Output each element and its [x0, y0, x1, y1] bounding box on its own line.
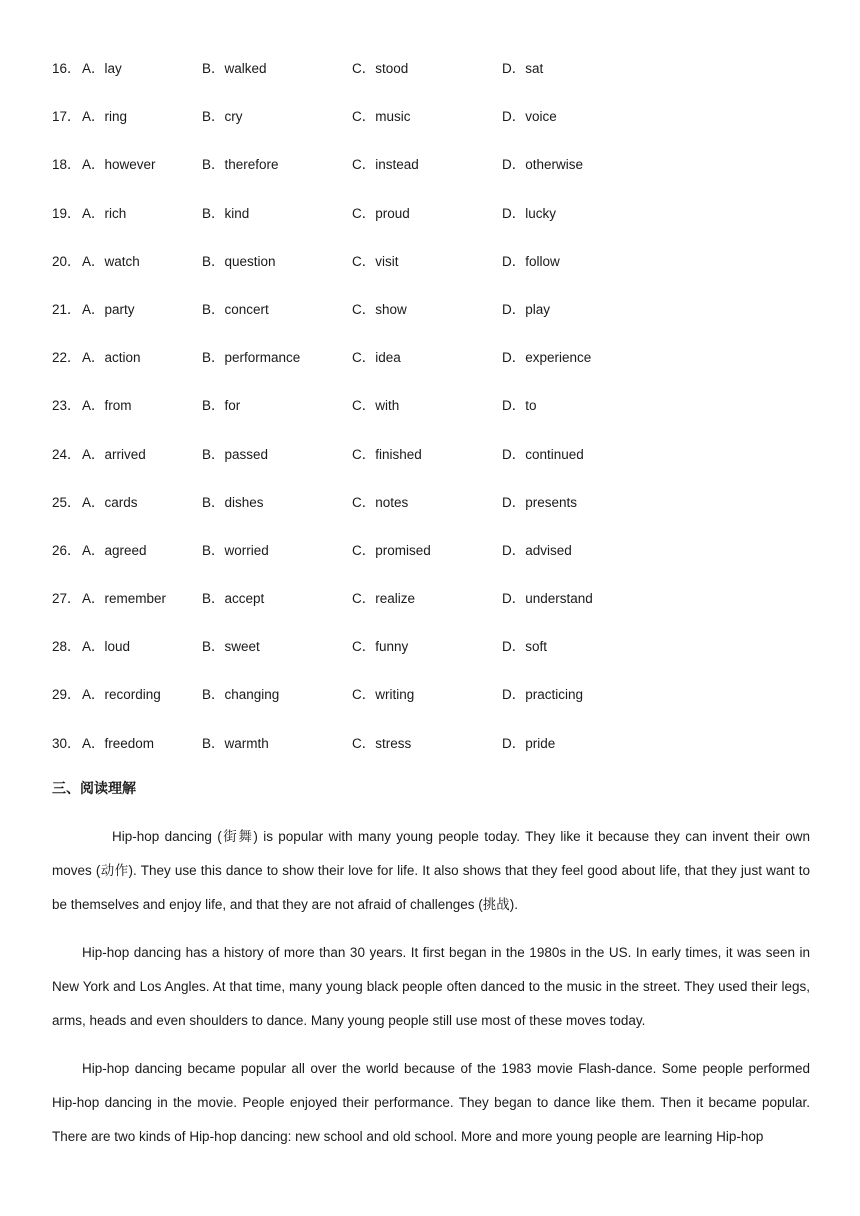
- question-number: 17．: [52, 109, 81, 125]
- option-d: D．voice: [502, 109, 557, 125]
- option-b: B．dishes: [202, 494, 264, 510]
- option-c: C．show: [352, 301, 407, 317]
- question-row: [52, 57, 812, 105]
- option-c: C．funny: [352, 639, 409, 655]
- option-b: B．cry: [202, 109, 243, 125]
- option-c: C．stress: [352, 735, 412, 751]
- option-b: B．sweet: [202, 639, 260, 655]
- option-b: B．concert: [202, 301, 269, 317]
- option-b: B．question: [202, 253, 276, 269]
- question-row: [52, 250, 812, 298]
- question-row: [52, 153, 812, 201]
- option-d: D．understand: [502, 591, 593, 607]
- option-c: C．finished: [352, 446, 422, 462]
- option-a: A．lay: [82, 61, 122, 76]
- option-d: D．sat: [502, 61, 544, 76]
- question-number: 20．: [52, 253, 81, 269]
- question-row: [52, 346, 812, 394]
- option-a: A．party: [82, 301, 135, 317]
- option-c: C．proud: [352, 205, 410, 221]
- option-b: B．walked: [202, 61, 267, 76]
- question-number: 18．: [52, 157, 81, 173]
- option-a: A．watch: [82, 253, 140, 269]
- option-a: A．ring: [82, 109, 128, 125]
- option-d: D．play: [502, 301, 551, 317]
- question-number: 16．: [52, 61, 81, 76]
- option-c: C．writing: [352, 687, 415, 703]
- question-number: 19．: [52, 205, 81, 221]
- option-d: D．pride: [502, 735, 556, 751]
- option-a: A．cards: [82, 494, 138, 510]
- passage-paragraph: Hip-hop dancing became popular all over the world because of the 1983 movie Flash-dance. Some people performed Hip-hop dancing in the movie. People enjoyed their performance. They began to dance like them. Then it became popular. There are two kinds of Hip-hop dancing: new school and old school. More and more young people are learning Hip-hop: [52, 1061, 810, 1144]
- question-row: [52, 635, 812, 683]
- reading-passage: [52, 820, 810, 1168]
- option-d: D．follow: [502, 253, 560, 269]
- question-number: 26．: [52, 542, 81, 558]
- option-b: B．changing: [202, 687, 280, 703]
- question-row: [52, 443, 812, 491]
- question-row: [52, 298, 812, 346]
- option-c: C．visit: [352, 253, 399, 269]
- cloze-options-list: [52, 57, 812, 780]
- question-number: 23．: [52, 398, 81, 414]
- option-d: D．to: [502, 398, 537, 414]
- question-row: [52, 491, 812, 539]
- option-a: A．remember: [82, 591, 167, 607]
- option-d: D．advised: [502, 542, 572, 558]
- option-d: D．otherwise: [502, 157, 584, 173]
- option-a: A．loud: [82, 639, 131, 655]
- option-c: C．notes: [352, 494, 409, 510]
- option-b: B．kind: [202, 205, 250, 221]
- question-number: 25．: [52, 494, 81, 510]
- option-b: B．for: [202, 398, 241, 414]
- option-c: C．promised: [352, 542, 431, 558]
- question-row: [52, 202, 812, 250]
- question-number: 27．: [52, 591, 81, 607]
- option-b: B．therefore: [202, 157, 279, 173]
- option-c: C．music: [352, 109, 411, 125]
- question-row: [52, 539, 812, 587]
- option-a: A．agreed: [82, 542, 147, 558]
- question-number: 28．: [52, 639, 81, 655]
- passage-paragraph: Hip-hop dancing has a history of more than 30 years. It first began in the 1980s in the US. In early times, it was seen in New York and Los Angles. At that time, many young black people often danced to the music in the street. They used their legs, arms, heads and even shoulders to dance. Many young people still use most of these moves today.: [52, 945, 810, 1028]
- question-row: [52, 683, 812, 731]
- option-c: C．idea: [352, 350, 401, 366]
- option-b: B．worried: [202, 542, 269, 558]
- option-a: A．rich: [82, 205, 127, 221]
- option-d: D．lucky: [502, 205, 557, 221]
- question-number: 24．: [52, 446, 81, 462]
- option-a: A．arrived: [82, 446, 146, 462]
- option-b: B．accept: [202, 591, 265, 607]
- option-a: A．however: [82, 157, 156, 173]
- option-b: B．performance: [202, 350, 301, 366]
- option-c: C．stood: [352, 61, 409, 76]
- option-a: A．freedom: [82, 735, 155, 751]
- option-c: C．realize: [352, 591, 416, 607]
- option-b: B．warmth: [202, 735, 269, 751]
- option-a: A．from: [82, 398, 132, 414]
- option-a: A．action: [82, 350, 141, 366]
- option-d: D．presents: [502, 494, 578, 510]
- option-c: C．instead: [352, 157, 419, 173]
- section-heading: 三、阅读理解: [52, 781, 136, 797]
- option-d: D．practicing: [502, 687, 584, 703]
- option-d: D．soft: [502, 639, 548, 655]
- question-row: [52, 587, 812, 635]
- passage-paragraph: Hip-hop dancing (街舞) is popular with many young people today. They like it because they can invent their own moves (动作). They use this dance to show their love for life. It also shows that they feel good about life, that they just want to be themselves and enjoy life, and that they are not afraid of challenges (挑战).: [52, 829, 810, 912]
- option-b: B．passed: [202, 446, 269, 462]
- question-row: [52, 732, 812, 780]
- option-d: D．experience: [502, 350, 592, 366]
- option-d: D．continued: [502, 446, 584, 462]
- question-number: 21．: [52, 301, 81, 317]
- question-row: [52, 394, 812, 442]
- option-c: C．with: [352, 398, 400, 414]
- option-a: A．recording: [82, 687, 161, 703]
- question-number: 22．: [52, 350, 81, 366]
- question-row: [52, 105, 812, 153]
- question-number: 30．: [52, 735, 81, 751]
- question-number: 29．: [52, 687, 81, 703]
